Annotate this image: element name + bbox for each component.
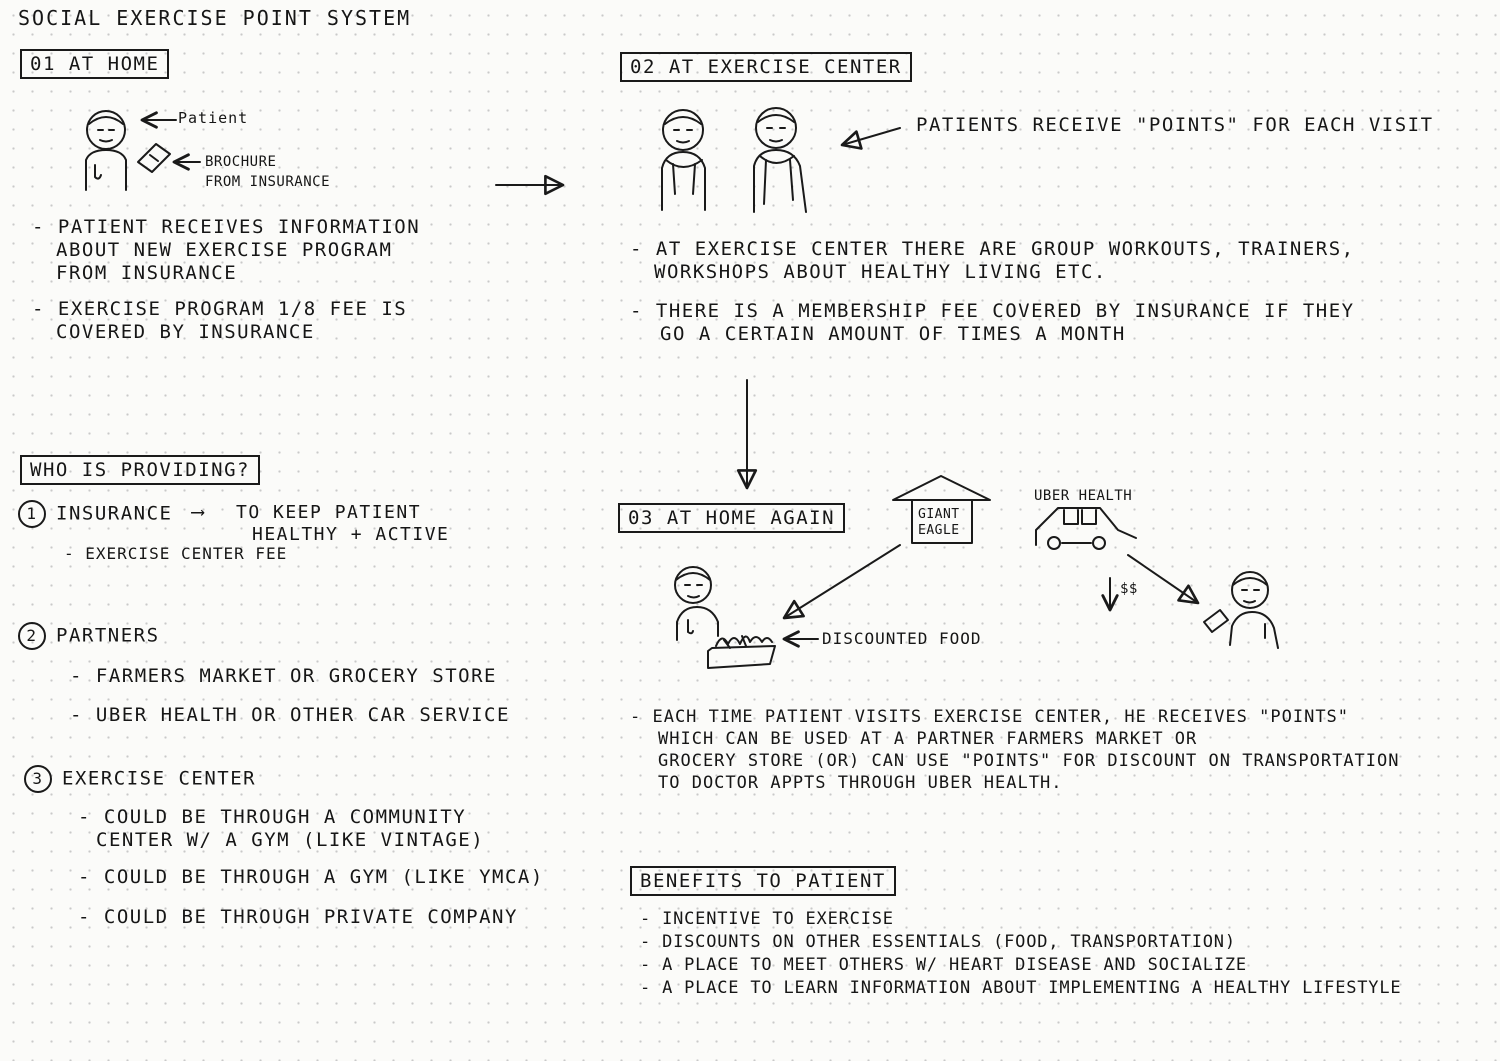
at-home-bullet-2: - EXERCISE PROGRAM 1/8 FEE IS COVERED BY INSURANCE [32,298,408,343]
section-heading-who-is-providing: WHO IS PROVIDING? [20,455,260,485]
benefits-list [640,908,1401,1000]
section-heading-at-home-again: 03 AT HOME AGAIN [618,503,845,533]
provider-exercise-center: 3 EXERCISE CENTER [24,765,256,793]
phone-icon [1204,610,1228,632]
patient-figure-center-1 [662,110,705,210]
money-label: $$ [1120,581,1138,597]
provider-insurance: 1 INSURANCE [18,500,172,528]
exercise-center-bullet-2: - THERE IS A MEMBERSHIP FEE COVERED BY INSURANCE IF THEY GO A CERTAIN AMOUNT OF TIMES A MONTH [630,300,1355,345]
insurance-goal: TO KEEP PATIENT HEALTHY + ACTIVE [236,502,450,545]
store-to-patient-arrow [784,545,900,618]
patient-figure-food [675,567,718,640]
benefit-item: - A PLACE TO MEET OTHERS W/ HEART DISEASE AND SOCIALIZE [640,955,1247,975]
exercise-center-sub-1: - COULD BE THROUGH A COMMUNITY CENTER W/ A GYM (LIKE VINTAGE) [78,806,485,851]
number-badge: 1 [18,500,46,528]
partners-sub-1: - FARMERS MARKET OR GROCERY STORE [70,665,497,687]
patient-label: Patient [178,109,249,127]
food-box-icon [708,636,775,668]
home-again-description: - EACH TIME PATIENT VISITS EXERCISE CENTER, HE RECEIVES "POINTS" WHICH CAN BE USED AT A PARTNER FARMERS MARKET OR GROCERY STORE (OR) CAN USE "POINTS" FOR DISCOUNT ON TRANSPORTATION TO DOCTOR APPTS THROUGH UBER HEALTH. [630,707,1400,793]
number-badge: 3 [24,765,52,793]
exercise-center-bullet-1: - AT EXERCISE CENTER THERE ARE GROUP WORKOUTS, TRAINERS, WORKSHOPS ABOUT HEALTHY LIVING ETC. [630,238,1355,283]
section-heading-exercise-center: 02 AT EXERCISE CENTER [620,52,912,82]
number-badge: 2 [18,622,46,650]
insurance-sub-1: - EXERCISE CENTER FEE [64,544,288,563]
section-heading-benefits: BENEFITS TO PATIENT [630,866,896,896]
car-to-patient-arrow [1128,555,1198,603]
patient-figure-home [86,111,126,190]
section-heading-at-home: 01 AT HOME [20,49,169,79]
exercise-center-sub-2: - COULD BE THROUGH A GYM (LIKE YMCA) [78,866,544,888]
uber-car-icon [1036,508,1136,549]
uber-health-label: UBER HEALTH [1034,488,1133,504]
benefit-item: - INCENTIVE TO EXERCISE [640,909,894,929]
patient-figure-center-2 [754,108,806,212]
discounted-food-label: DISCOUNTED FOOD [822,629,982,648]
exercise-center-sub-3: - COULD BE THROUGH PRIVATE COMPANY [78,906,518,928]
points-label-arrow [842,128,900,145]
partners-sub-2: - UBER HEALTH OR OTHER CAR SERVICE [70,704,510,726]
at-home-bullet-1: - PATIENT RECEIVES INFORMATION ABOUT NEW EXERCISE PROGRAM FROM INSURANCE [32,216,421,284]
points-label: PATIENTS RECEIVE "POINTS" FOR EACH VISIT [916,114,1434,136]
insurance-arrow-icon: ⟶ [192,501,205,523]
brochure-icon [138,144,170,172]
provider-partners: 2 PARTNERS [18,622,160,650]
giant-eagle-label: GIANT EAGLE [918,507,960,538]
page-title: SOCIAL EXERCISE POINT SYSTEM [18,6,412,30]
benefit-item: - A PLACE TO LEARN INFORMATION ABOUT IMPLEMENTING A HEALTHY LIFESTYLE [640,978,1402,998]
benefit-item: - DISCOUNTS ON OTHER ESSENTIALS (FOOD, TRANSPORTATION) [640,932,1236,952]
patient-figure-phone [1230,572,1278,648]
brochure-label: BROCHURE FROM INSURANCE [205,154,331,190]
